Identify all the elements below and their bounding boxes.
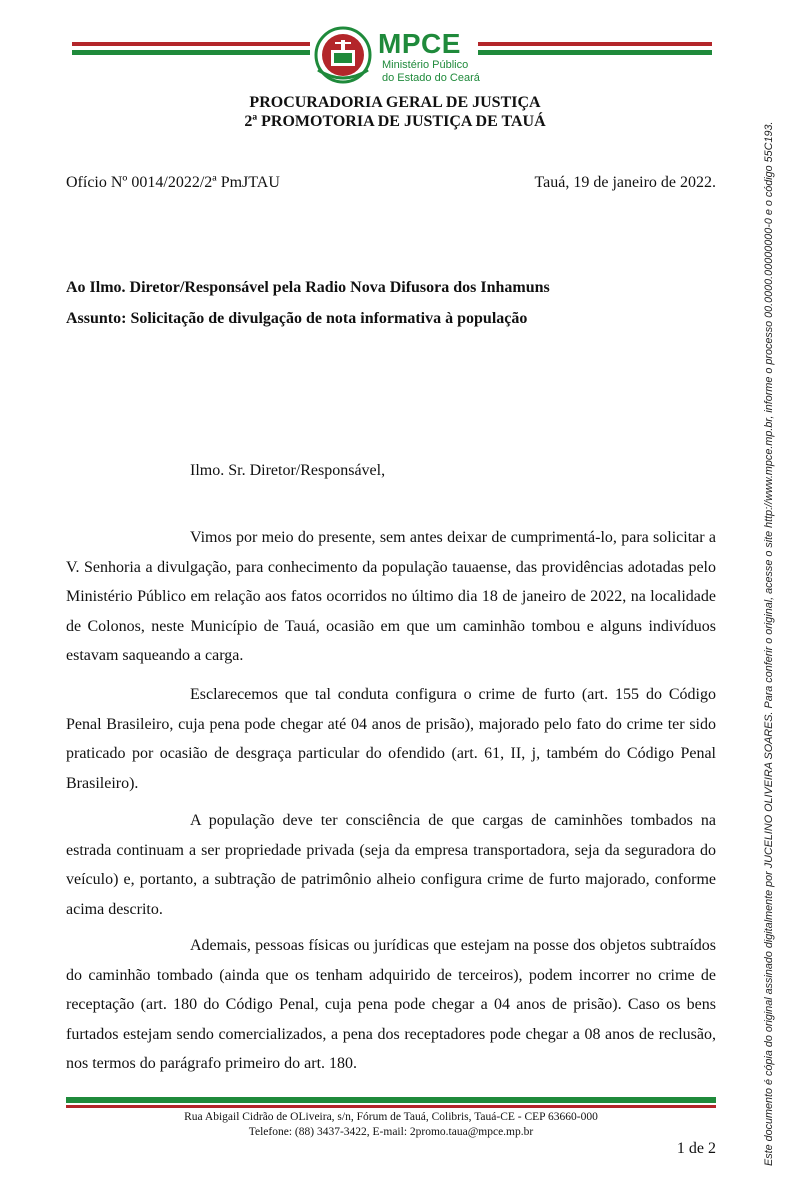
mpce-logo [312, 26, 482, 84]
oficio-number: Ofício Nº 0014/2022/2ª PmJTAU [66, 174, 280, 191]
body-paragraph: Esclarecemos que tal conduta configura o crime de furto (art. 155 do Código Penal Brasileiro, cuja pena pode chegar até 04 anos de prisão), majorado pelo fato do crime ter sido praticado por ocasião de desgraça particular do ofendido (art. 61, II, j, também do Código Penal Brasileiro). [66, 686, 716, 792]
digital-signature-note: Este documento é cópia do original assinado digitalmente por JUCELINO OLIVEIRA SOARES. Para conferir o original, acesse o site http://www.mpce.mp.br, informe o processo 00.0000.00000000-0 e o código 55C193. [763, 121, 775, 1166]
footer-address: Rua Abigail Cidrão de OLiveira, s/n, Fórum de Tauá, Colibris, Tauá-CE - CEP 63660-000 [184, 1111, 598, 1123]
addressee: Ao Ilmo. Diretor/Responsável pela Radio Nova Difusora dos Inhamuns [66, 279, 550, 296]
body-paragraph: Ademais, pessoas físicas ou jurídicas que estejam na posse dos objetos subtraídos do caminhão tombado (ainda que os tenham adquirido de terceiros), podem incorrer no crime de receptação (art. 180 do Código Penal, cuja pena pode chegar a 04 anos de prisão). Caso os bens furtados estejam sendo comercializados, a pena dos receptadores pode chegar a 08 anos de reclusão, nos termos do parágrafo primeiro do art. 180. [66, 937, 716, 1072]
body-paragraph: A população deve ter consciência de que cargas de caminhões tombados na estrada continuam a ser propriedade privada (seja da empresa transportadora, seja da seguradora do veículo) e, portanto, a subtração de patrimônio alheio configura crime de furto majorado, conforme acima descrito. [66, 812, 716, 918]
org-title: PROCURADORIA GERAL DE JUSTIÇA [249, 94, 541, 111]
body-paragraph: Vimos por meio do presente, sem antes deixar de cumprimentá-lo, para solicitar a V. Senhoria a divulgação, para conhecimento da população tauaense, das providências adotadas pelo Ministério Público em relação aos fatos ocorridos no último dia 18 de janeiro de 2022, na localidade de Colonos, neste Município de Tauá, ocasião em que um caminhão tombou e alguns indivíduos estavam saqueando a carga. [66, 529, 716, 664]
footer-rule [66, 1097, 716, 1108]
salutation: Ilmo. Sr. Diretor/Responsável, [190, 462, 386, 479]
header-rule-right [478, 42, 712, 62]
mpce-seal-icon [312, 26, 374, 84]
subject-line: Assunto: Solicitação de divulgação de nota informativa à população [66, 310, 528, 327]
logo-brand: MPCE [378, 28, 461, 59]
header-rule-left [72, 42, 310, 62]
page-number: 1 de 2 [676, 1140, 716, 1157]
org-subtitle: 2ª PROMOTORIA DE JUSTIÇA DE TAUÁ [244, 113, 546, 130]
letter-date: Tauá, 19 de janeiro de 2022. [534, 174, 716, 191]
logo-subtitle-2: do Estado do Ceará [382, 72, 480, 84]
footer-contact: Telefone: (88) 3437-3422, E-mail: 2promo.taua@mpce.mp.br [248, 1126, 534, 1138]
logo-subtitle-1: Ministério Público [382, 59, 469, 71]
